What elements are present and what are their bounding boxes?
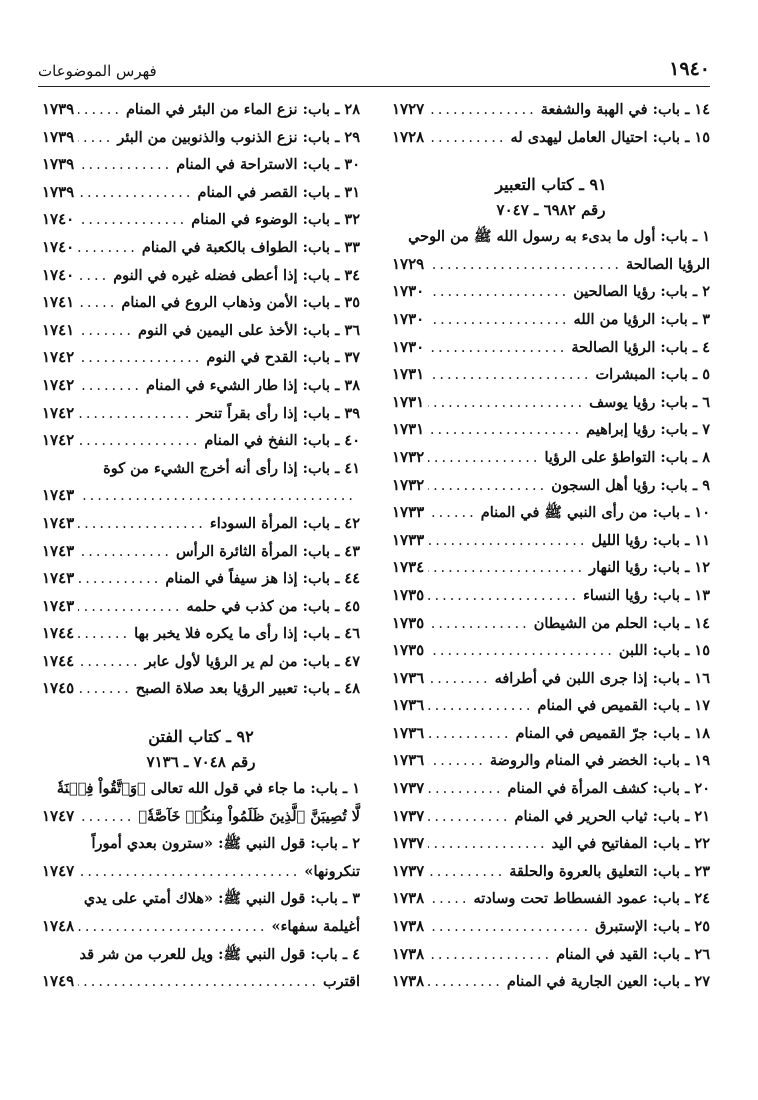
toc-entry	[42, 427, 360, 455]
toc-entry	[42, 830, 360, 858]
leader-dots	[428, 721, 511, 749]
leader-dots	[78, 263, 109, 291]
toc-entry-list	[392, 96, 710, 151]
toc-entry-page: ١٧٣٨	[392, 889, 425, 908]
toc-entry-title: ٣٨ ـ باب: إذا طار الشيء في المنام	[146, 376, 360, 394]
toc-entry-page: ١٧٣١	[392, 365, 425, 384]
leader-dots	[78, 511, 206, 539]
leader-dots	[428, 500, 476, 528]
toc-entry	[42, 565, 360, 593]
leader-dots	[428, 886, 469, 914]
toc-entry-title: ٥ ـ باب: المبشرات	[595, 366, 710, 384]
leader-dots	[428, 859, 505, 887]
toc-entry-page: ١٧٣٦	[392, 723, 425, 742]
toc-entry-title: أغيلمة سفهاء»	[271, 918, 360, 936]
leader-dots	[428, 97, 536, 125]
toc-entry	[392, 306, 710, 334]
leader-dots	[428, 252, 622, 280]
toc-entry	[42, 913, 360, 941]
toc-entry-title: اقترب	[323, 973, 360, 991]
leader-dots	[78, 621, 130, 649]
toc-entry-page: ١٧٣٦	[392, 751, 425, 770]
toc-entry-page: ١٧٤٠	[42, 265, 75, 284]
toc-entry-page: ١٧٤٧	[42, 861, 75, 880]
leader-dots	[428, 583, 579, 611]
toc-entry-page: ١٧٣١	[392, 420, 425, 439]
toc-entry-page: ١٧٣٩	[42, 100, 75, 118]
leader-dots	[78, 914, 267, 942]
leader-dots	[428, 804, 510, 832]
leader-dots	[428, 748, 486, 776]
toc-entry	[392, 554, 710, 582]
toc-entry	[42, 289, 360, 317]
toc-entry-title: ٢٤ ـ باب: عمود الفسطاط تحت وسادته	[473, 890, 710, 908]
toc-entry-title: ١٤ ـ باب: الحلم من الشيطان	[533, 614, 710, 632]
toc-entry	[392, 665, 710, 693]
toc-entry-title: الرؤيا الصالحة	[626, 255, 710, 273]
toc-entry-page: ١٧٤٠	[42, 237, 75, 256]
toc-entry	[392, 251, 710, 279]
leader-dots	[428, 390, 585, 418]
toc-entry	[42, 179, 360, 207]
toc-entry	[42, 482, 360, 510]
toc-entry-title: ١٩ ـ باب: الخضر في المنام والروضة	[489, 752, 710, 770]
leader-dots	[428, 528, 587, 556]
book-title: ٩٢ ـ كتاب الفتن	[148, 727, 254, 747]
toc-entry	[392, 720, 710, 748]
toc-entry	[42, 620, 360, 648]
leader-dots	[428, 445, 540, 473]
toc-entry-title: ٢٥ ـ باب: الإستبرق	[595, 918, 710, 936]
leader-dots	[428, 473, 547, 501]
toc-entry-page: ١٧٣٠	[392, 309, 425, 328]
toc-entry-page: ١٧٤٢	[42, 431, 75, 450]
leader-dots	[78, 594, 182, 622]
toc-entry-title: ١١ ـ باب: رؤيا الليل	[591, 531, 710, 549]
toc-entry	[42, 206, 360, 234]
leader-dots	[78, 290, 117, 318]
leader-dots	[428, 914, 591, 942]
toc-entry	[392, 637, 710, 665]
toc-entry-title: ٨ ـ باب: التواطؤ على الرؤيا	[544, 448, 710, 466]
toc-entry	[42, 885, 360, 913]
leader-dots	[78, 483, 356, 511]
toc-entry-page: ١٧٣٨	[392, 972, 425, 991]
toc-entry-page: ١٧٤٠	[42, 210, 75, 229]
toc-entry	[42, 400, 360, 428]
toc-entry	[42, 262, 360, 290]
toc-entry-title: ٦ ـ باب: رؤيا يوسف	[589, 393, 710, 411]
leader-dots	[78, 649, 140, 677]
toc-entry	[392, 444, 710, 472]
toc-entry-title: ٣ ـ باب: الرؤيا من الله	[573, 310, 710, 328]
toc-entry-title: ١ ـ باب: ما جاء في قول الله تعالى ﴿وَٱتَّقُواْ فِتۡنَةٗ	[56, 780, 360, 798]
toc-column-right	[392, 96, 710, 996]
toc-entry-title: ٢٨ ـ باب: نزع الماء من البئر في المنام	[125, 101, 360, 118]
toc-entry	[42, 941, 360, 969]
toc-entry-title: ٤ ـ باب: قول النبي ﷺ: ويل للعرب من شر قد	[79, 945, 360, 963]
toc-entry-page: ١٧٤٤	[42, 624, 75, 643]
toc-entry-title: ٢٠ ـ باب: كشف المرأة في المنام	[507, 780, 710, 798]
toc-entry-title: ٤٥ ـ باب: من كذب في حلمه	[186, 597, 360, 615]
toc-entry-page: ١٧٣٤	[392, 558, 425, 577]
toc-entry	[42, 372, 360, 400]
leader-dots	[428, 362, 591, 390]
toc-entry-title: ١٥ ـ باب: اللبن	[618, 642, 710, 660]
leader-dots	[78, 676, 132, 704]
toc-entry	[42, 648, 360, 676]
toc-entry-title: ٢٩ ـ باب: نزع الذنوب والذنوبين من البئر	[117, 128, 360, 146]
leader-dots	[428, 611, 529, 639]
toc-entry-title: ٣٣ ـ باب: الطواف بالكعبة في المنام	[141, 238, 360, 256]
leader-dots	[78, 373, 142, 401]
toc-entry-page: ١٧٤١	[42, 293, 75, 312]
toc-entry-page: ١٧٤٧	[42, 806, 75, 825]
leader-dots	[428, 969, 503, 997]
toc-entry-page: ١٧٣٣	[392, 530, 425, 549]
toc-entry-title: ٤٨ ـ باب: تعبير الرؤيا بعد صلاة الصبح	[135, 680, 360, 698]
toc-entry-title: ٤ ـ باب: الرؤيا الصالحة	[571, 338, 710, 356]
toc-entry-page: ١٧٣٠	[392, 282, 425, 301]
toc-entry	[42, 124, 360, 152]
toc-entry	[42, 317, 360, 345]
toc-entry-title: ١٢ ـ باب: رؤيا النهار	[589, 559, 710, 577]
toc-entry-list	[392, 223, 710, 996]
toc-entry-title: تنكرونها»	[304, 862, 360, 880]
leader-dots	[428, 638, 615, 666]
toc-entry	[392, 334, 710, 362]
leader-dots	[78, 539, 172, 567]
toc-entry-title: ٣١ ـ باب: القصر في المنام	[197, 183, 360, 201]
toc-entry-title: ٢١ ـ باب: ثياب الحرير في المنام	[514, 807, 710, 825]
toc-entry-title: ٢٦ ـ باب: القيد في المنام	[556, 945, 710, 963]
toc-entry	[42, 803, 360, 831]
leader-dots	[78, 318, 134, 346]
toc-entry	[392, 885, 710, 913]
toc-entry-title: ١٧ ـ باب: القميص في المنام	[537, 697, 710, 715]
toc-entry-title: ٣٦ ـ باب: الأخذ على اليمين في النوم	[138, 321, 360, 339]
toc-entry-page: ١٧٤٣	[42, 513, 75, 532]
toc-entry-title: ٤٣ ـ باب: المرأة الثائرة الرأس	[175, 542, 360, 560]
toc-entry-title: ١٥ ـ باب: احتيال العامل ليهدى له	[510, 128, 710, 146]
toc-entry-title: ٤٠ ـ باب: النفخ في المنام	[204, 432, 360, 450]
toc-entry-page: ١٧٣٢	[392, 447, 425, 466]
toc-entry-page: ١٧٤١	[42, 320, 75, 339]
toc-entry	[392, 858, 710, 886]
toc-entry	[392, 747, 710, 775]
leader-dots	[428, 555, 585, 583]
toc-entry	[42, 858, 360, 886]
toc-entry-page: ١٧٣٩	[42, 182, 75, 201]
toc-entry-title: ١٨ ـ باب: جرّ القميص في المنام	[515, 724, 710, 742]
toc-entry-title: ٣٤ ـ باب: إذا أعطى فضله غيره في النوم	[113, 266, 360, 284]
toc-entry-title: ٤٦ ـ باب: إذا رأى ما يكره فلا يخبر بها	[134, 625, 360, 643]
leader-dots	[428, 417, 582, 445]
book-range: رقم ٦٩٨٢ ـ ٧٠٤٧	[496, 201, 606, 220]
book-range: رقم ٧٠٤٨ ـ ٧١٣٦	[146, 753, 256, 772]
toc-entry	[392, 278, 710, 306]
toc-entry	[392, 803, 710, 831]
leader-dots	[78, 428, 200, 456]
page-number: ١٩٤٠	[669, 58, 710, 80]
toc-entry-title: ٤٢ ـ باب: المرأة السوداء	[209, 514, 360, 532]
toc-entry-page: ١٧٣٠	[392, 337, 425, 356]
toc-entry-page: ١٧٣٣	[392, 503, 425, 522]
toc-entry-title: ٣٠ ـ باب: الاستراحة في المنام	[176, 156, 360, 174]
toc-entry-title: ٢٣ ـ باب: التعليق بالعروة والحلقة	[509, 862, 710, 880]
toc-entry	[392, 124, 710, 152]
toc-entry	[42, 675, 360, 703]
toc-entry	[42, 593, 360, 621]
toc-entry-page: ١٧٣٩	[42, 155, 75, 174]
toc-entry-title: ١٦ ـ باب: إذا جرى اللبن في أطرافه	[494, 669, 710, 687]
toc-entry-page: ١٧٤٢	[42, 375, 75, 394]
toc-entry-page: ١٧٢٩	[392, 254, 425, 273]
toc-entry	[392, 968, 710, 996]
page-header	[38, 56, 710, 87]
leader-dots	[428, 279, 569, 307]
toc-entry-title: ٣ ـ باب: قول النبي ﷺ: «هلاك أمتي على يدي	[83, 890, 360, 908]
toc-entry-page: ١٧٣٨	[392, 944, 425, 963]
toc-entry-title: ١٤ ـ باب: في الهبة والشفعة	[540, 101, 710, 118]
leader-dots	[78, 180, 193, 208]
toc-entry-title: ٢٢ ـ باب: المفاتيح في اليد	[551, 835, 710, 853]
toc-entry-title: ٢٧ ـ باب: العين الجارية في المنام	[506, 973, 710, 991]
toc-entry	[42, 455, 360, 483]
toc-entry	[392, 610, 710, 638]
toc-entry-title: ١٠ ـ باب: من رأى النبي ﷺ في المنام	[480, 504, 710, 522]
toc-entry-page: ١٧٢٧	[392, 100, 425, 118]
toc-entry	[392, 830, 710, 858]
toc-entry-title: ٤٤ ـ باب: إذا هز سيفاً في المنام	[165, 570, 360, 588]
toc-entry	[392, 692, 710, 720]
toc-entry	[392, 223, 710, 251]
toc-entry	[392, 96, 710, 124]
leader-dots	[428, 693, 533, 721]
toc-entry-title: ١ ـ باب: أول ما بدىء به رسول الله ﷺ من الوحي	[408, 228, 710, 246]
toc-entry	[42, 510, 360, 538]
leader-dots	[78, 235, 138, 263]
toc-entry	[42, 775, 360, 803]
toc-entry-title: ١٣ ـ باب: رؤيا النساء	[583, 586, 710, 604]
leader-dots	[78, 152, 172, 180]
leader-dots	[78, 207, 187, 235]
leader-dots	[78, 97, 122, 125]
leader-dots	[428, 335, 567, 363]
toc-entry-page: ١٧٣٢	[392, 475, 425, 494]
toc-entry	[42, 344, 360, 372]
toc-entry	[392, 527, 710, 555]
toc-entry	[42, 151, 360, 179]
toc-entry-title: ٣٧ ـ باب: القدح في النوم	[206, 349, 360, 367]
toc-entry-page: ١٧٣٧	[392, 779, 425, 798]
leader-dots	[428, 776, 503, 804]
toc-entry	[392, 499, 710, 527]
leader-dots	[78, 401, 192, 429]
toc-entry-page: ١٧٣٨	[392, 917, 425, 936]
leader-dots	[78, 566, 161, 594]
toc-entry-title: ٤٧ ـ باب: من لم ير الرؤيا لأول عابر	[144, 652, 360, 670]
toc-entry	[42, 538, 360, 566]
toc-entry	[392, 361, 710, 389]
toc-entry-title: ٤١ ـ باب: إذا رأى أنه أخرج الشيء من كوة	[103, 459, 360, 477]
leader-dots	[78, 345, 202, 373]
toc-column-left	[42, 96, 360, 996]
toc-entry-page: ١٧٤٩	[42, 972, 75, 991]
leader-dots	[428, 307, 569, 335]
leader-dots	[428, 125, 506, 153]
toc-entry-title: ٢ ـ باب: قول النبي ﷺ: «سترون بعدي أموراً	[91, 835, 360, 853]
toc-entry-title: ٧ ـ باب: رؤيا إبراهيم	[586, 421, 710, 439]
toc-entry-page: ١٧٤٤	[42, 651, 75, 670]
toc-entry-title: ٣٢ ـ باب: الوضوء في المنام	[191, 211, 360, 229]
toc-entry-page: ١٧٣٩	[42, 127, 75, 146]
toc-entry-page: ١٧٤٣	[42, 596, 75, 615]
leader-dots	[78, 125, 113, 153]
toc-entry-page: ١٧٤٨	[42, 917, 75, 936]
leader-dots	[428, 942, 552, 970]
leader-dots	[428, 831, 547, 859]
toc-entry-page: ١٧٣٧	[392, 806, 425, 825]
book-title: ٩١ ـ كتاب التعبير	[495, 175, 607, 195]
toc-entry-page: ١٧٢٨	[392, 127, 425, 146]
toc-entry-title: ٣٩ ـ باب: إذا رأى بقراً تنحر	[196, 404, 360, 422]
leader-dots	[78, 969, 319, 997]
running-title: فهرس الموضوعات	[38, 62, 157, 80]
toc-entry-list	[42, 775, 360, 996]
leader-dots	[428, 666, 490, 694]
toc-entry-page: ١٧٤٢	[42, 403, 75, 422]
toc-entry-page: ١٧٣١	[392, 392, 425, 411]
toc-entry-title: لَّا تُصِيبَنَّ ٱلَّذِينَ ظَلَمُواْ مِنكُمۡ خَآصَّةٗ﴾	[138, 807, 360, 825]
toc-entry	[42, 234, 360, 262]
toc-entry-page: ١٧٤٣	[42, 569, 75, 588]
toc-entry-page: ١٧٤٣	[42, 486, 75, 505]
toc-entry-title: ٩ ـ باب: رؤيا أهل السجون	[551, 476, 710, 494]
leader-dots	[78, 804, 134, 832]
toc-entry	[392, 913, 710, 941]
toc-entry-title: ٢ ـ باب: رؤيا الصالحين	[573, 283, 710, 301]
toc-entry	[392, 389, 710, 417]
toc-entry-list	[42, 96, 360, 703]
toc-entry-page: ١٧٣٧	[392, 861, 425, 880]
toc-entry-page: ١٧٤٣	[42, 541, 75, 560]
toc-entry-page: ١٧٣٦	[392, 696, 425, 715]
toc-entry	[392, 472, 710, 500]
toc-entry-page: ١٧٤٢	[42, 348, 75, 367]
toc-entry-page: ١٧٣٥	[392, 585, 425, 604]
toc-entry-page: ١٧٤٥	[42, 679, 75, 698]
toc-entry-page: ١٧٣٥	[392, 641, 425, 660]
toc-entry-page: ١٧٣٥	[392, 613, 425, 632]
toc-entry	[42, 968, 360, 996]
toc-entry	[42, 96, 360, 124]
toc-entry-title: ٣٥ ـ باب: الأمن وذهاب الروع في المنام	[121, 294, 360, 312]
toc-entry-page: ١٧٣٧	[392, 834, 425, 853]
leader-dots	[78, 859, 300, 887]
toc-entry	[392, 775, 710, 803]
toc-entry	[392, 416, 710, 444]
toc-entry	[392, 582, 710, 610]
toc-entry	[392, 941, 710, 969]
toc-entry-page: ١٧٣٦	[392, 668, 425, 687]
